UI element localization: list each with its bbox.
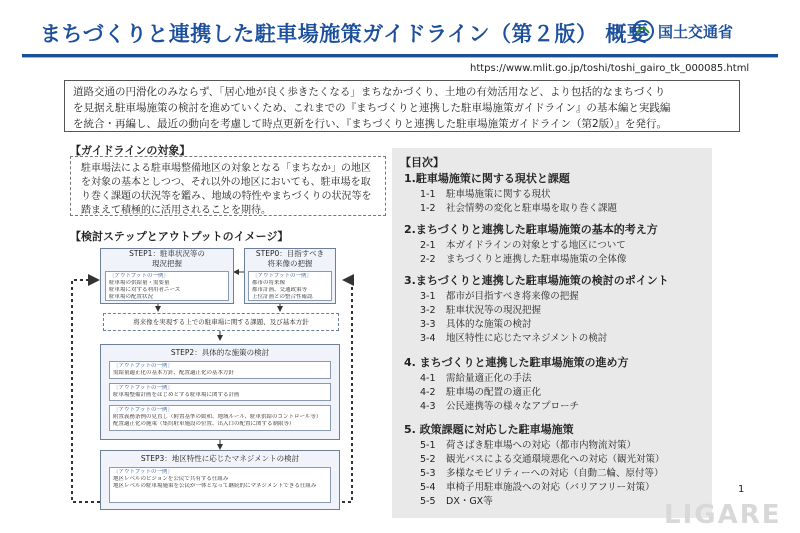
- toc-item-label: DX・GX等: [446, 496, 493, 507]
- output-example-label: ［アウトプットの一例］: [252, 273, 312, 279]
- toc-item-num: 1-2: [420, 203, 436, 214]
- toc-item-label: 荷さばき駐車場への対応（都市内物流対策）: [446, 440, 637, 451]
- output-example-label: ［アウトプットの一例］: [113, 469, 173, 475]
- toc-item: [420, 370, 532, 384]
- step1-title: STEP1：駐車状況等の: [129, 249, 205, 258]
- toc-item-label: 具体的な施策の検討: [446, 319, 532, 330]
- step2-output-3: [109, 405, 331, 431]
- toc-item: [420, 437, 636, 451]
- step1-box: [100, 248, 234, 304]
- page-number: 1: [738, 484, 745, 495]
- step2-output-1: [109, 361, 331, 379]
- intro-line: を見据え駐車場施策の検討を進めていくため、これまでの『まちづくりと連携した駐車場施策ガイドライン』の基本編と実践編: [73, 102, 671, 114]
- output-line: 附置義務条例の見直し（附置基準の緩和、地域ルール、駐車供給のコントロール等）: [113, 414, 322, 420]
- output-line: 駐車場整備計画をはじめとする駐車場に関する計画: [113, 392, 240, 398]
- toc-item-num: 5-3: [420, 468, 436, 479]
- target-line: り巻く課題の状況等を鑑み、地域の特性やまちづくりの状況等を: [81, 191, 372, 202]
- step0-box: [244, 248, 336, 304]
- toc-item-num: 4-1: [420, 373, 436, 384]
- title-underline-light: [22, 57, 778, 58]
- step0-output: [248, 271, 332, 301]
- toc-item-label: 観光バスによる交通環境悪化への対応（観光対策）: [446, 454, 665, 465]
- toc-item-label: 車椅子用駐車施設への対応（バリアフリー対策）: [446, 482, 655, 493]
- toc-item-num: 5-4: [420, 482, 436, 493]
- step2-box: [100, 344, 340, 440]
- target-heading: 【ガイドラインの対象】: [70, 144, 191, 157]
- toc-item-num: 3-4: [420, 333, 436, 344]
- output-line: 需給量適正化の基本方針、配置適正化の基本方針: [113, 370, 235, 376]
- toc-item-label: まちづくりと連携した駐車場施策の全体像: [446, 254, 627, 265]
- toc-item: [420, 479, 655, 493]
- toc-item: [420, 398, 579, 412]
- intro-box: [64, 80, 740, 132]
- output-line: 上位計画との整合性確認: [252, 294, 313, 300]
- toc-section-4: 4. まちづくりと連携した駐車場施策の進め方: [404, 356, 629, 369]
- toc-item: [420, 237, 626, 251]
- toc-item-num: 5-2: [420, 454, 436, 465]
- step2-output-2: [109, 383, 331, 401]
- step3-box: [100, 450, 340, 510]
- source-url[interactable]: https://www.mlit.go.jp/toshi/toshi_gairo_tk_000085.html: [470, 63, 750, 74]
- toc-item: [420, 316, 532, 330]
- feedback-loop-right: [342, 280, 352, 502]
- output-line: 駐車場の供給量・需要量: [109, 280, 170, 286]
- toc-item-num: 3-2: [420, 305, 436, 316]
- toc-item-num: 3-1: [420, 291, 436, 302]
- table-of-contents: [392, 148, 712, 518]
- toc-item-num: 5-1: [420, 440, 436, 451]
- toc-item-num: 1-1: [420, 189, 436, 200]
- toc-item-label: 本ガイドラインの対象とする地区について: [446, 240, 626, 251]
- target-box: [70, 156, 386, 216]
- output-line: 都市の将来像: [252, 280, 286, 286]
- flow-heading: 【検討ステップとアウトプットのイメージ】: [70, 230, 289, 243]
- output-example-label: ［アウトプットの一例］: [113, 407, 173, 413]
- toc-item-num: 4-2: [420, 387, 436, 398]
- step1-output: [105, 271, 229, 301]
- output-example-label: ［アウトプットの一例］: [109, 273, 169, 279]
- target-line: を対象の基本としつつ、それ以外の地区においても、駐車場を取: [81, 177, 371, 188]
- feedback-loop-left: [72, 280, 100, 502]
- toc-item-num: 2-1: [420, 240, 436, 251]
- step3-title: STEP3：地区特性に応じたマネジメントの検討: [140, 454, 300, 463]
- toc-heading: 【目次】: [400, 156, 444, 169]
- toc-item-num: 4-3: [420, 401, 436, 412]
- target-line: 駐車場法による駐車場整備地区の対象となる「まちなか」の地区: [81, 163, 371, 174]
- step2-title: STEP2：具体的な施策の検討: [170, 348, 270, 357]
- toc-item: [420, 302, 541, 316]
- ministry-emblem-icon: [632, 20, 654, 42]
- toc-item: [420, 251, 626, 265]
- toc-item-label: 駐車場の配置の適正化: [446, 387, 542, 398]
- output-line: 駐車場の配置状況: [109, 294, 154, 300]
- intro-line: を統合・再編し、最近の動向を考慮して時点更新を行い、『まちづくりと連携した駐車場施策ガイドライン（第2版）』を発行。: [73, 118, 667, 130]
- ministry-logo-block: [632, 20, 733, 42]
- toc-section-5: 5. 政策課題に対応した駐車場施策: [404, 423, 574, 436]
- toc-item-label: 駐車状況等の現況把握: [446, 305, 542, 316]
- toc-item-label: 都市が目指すべき将来像の把握: [446, 291, 579, 302]
- output-line: 地区レベルのビジョンを公民で共有する仕組み: [113, 476, 229, 482]
- toc-item: [420, 451, 665, 465]
- step1-title: 現況把握: [152, 259, 182, 268]
- toc-section-3: 3.まちづくりと連携した駐車場施策の検討のポイント: [404, 274, 669, 287]
- toc-item: [420, 186, 551, 200]
- toc-item-label: 公民連携等の様々なアプローチ: [446, 401, 580, 412]
- output-example-label: ［アウトプットの一例］: [113, 363, 173, 369]
- toc-item: [420, 200, 617, 214]
- toc-item: [420, 384, 541, 398]
- toc-item-label: 駐車場施策に関する現状: [446, 189, 551, 200]
- toc-item: [420, 288, 579, 302]
- output-line: 都市計画、交通政策等: [252, 287, 308, 293]
- toc-item-label: 社会情勢の変化と駐車場を取り巻く課題: [446, 203, 618, 214]
- step0-title: STEP0：目指すべき: [255, 249, 325, 258]
- toc-item-label: 多様なモビリティーへの対応（自動二輪、原付等）: [446, 468, 664, 479]
- toc-section-1: 1.駐車場施策に関する現状と課題: [404, 172, 570, 185]
- issues-and-policy-bar: 将来像を実現する上での駐車場に関する課題、及び基本方針: [103, 313, 339, 331]
- page-title: まちづくりと連携した駐車場施策ガイドライン（第２版） 概要: [40, 22, 649, 46]
- toc-item-num: 2-2: [420, 254, 436, 265]
- toc-item-label: 需給量適正化の手法: [446, 373, 532, 384]
- output-line: 配置適正化の施策（集約駐車施設の位置、出入口の配置に関する制限等）: [113, 421, 295, 427]
- toc-item-num: 5-5: [420, 496, 436, 507]
- step0-title: 将来像の把握: [267, 259, 313, 268]
- output-line: 駐車場に対する利用者ニーズ: [109, 287, 181, 293]
- output-example-label: ［アウトプットの一例］: [113, 385, 173, 391]
- output-line: 地区レベルの駐車場施策を公民が一体となって継続的にマネジメントできる仕組み: [113, 483, 317, 489]
- toc-item: [420, 493, 493, 507]
- intro-line: 道路交通の円滑化のみならず、「居心地が良く歩きたくなる」まちなかづくり、土地の有効活用など、より包括的なまちづくり: [73, 86, 666, 98]
- watermark-logo: LIGARE: [664, 500, 782, 530]
- toc-section-2: 2.まちづくりと連携した駐車場施策の基本的考え方: [404, 223, 658, 236]
- toc-item-label: 地区特性に応じたマネジメントの検討: [446, 333, 608, 344]
- toc-item: [420, 330, 607, 344]
- toc-item-num: 3-3: [420, 319, 436, 330]
- target-line: 踏まえて積極的に活用されることを期待。: [81, 205, 271, 216]
- ministry-name: 国土交通省: [658, 22, 734, 41]
- toc-item: [420, 465, 664, 479]
- step3-output: [109, 467, 331, 503]
